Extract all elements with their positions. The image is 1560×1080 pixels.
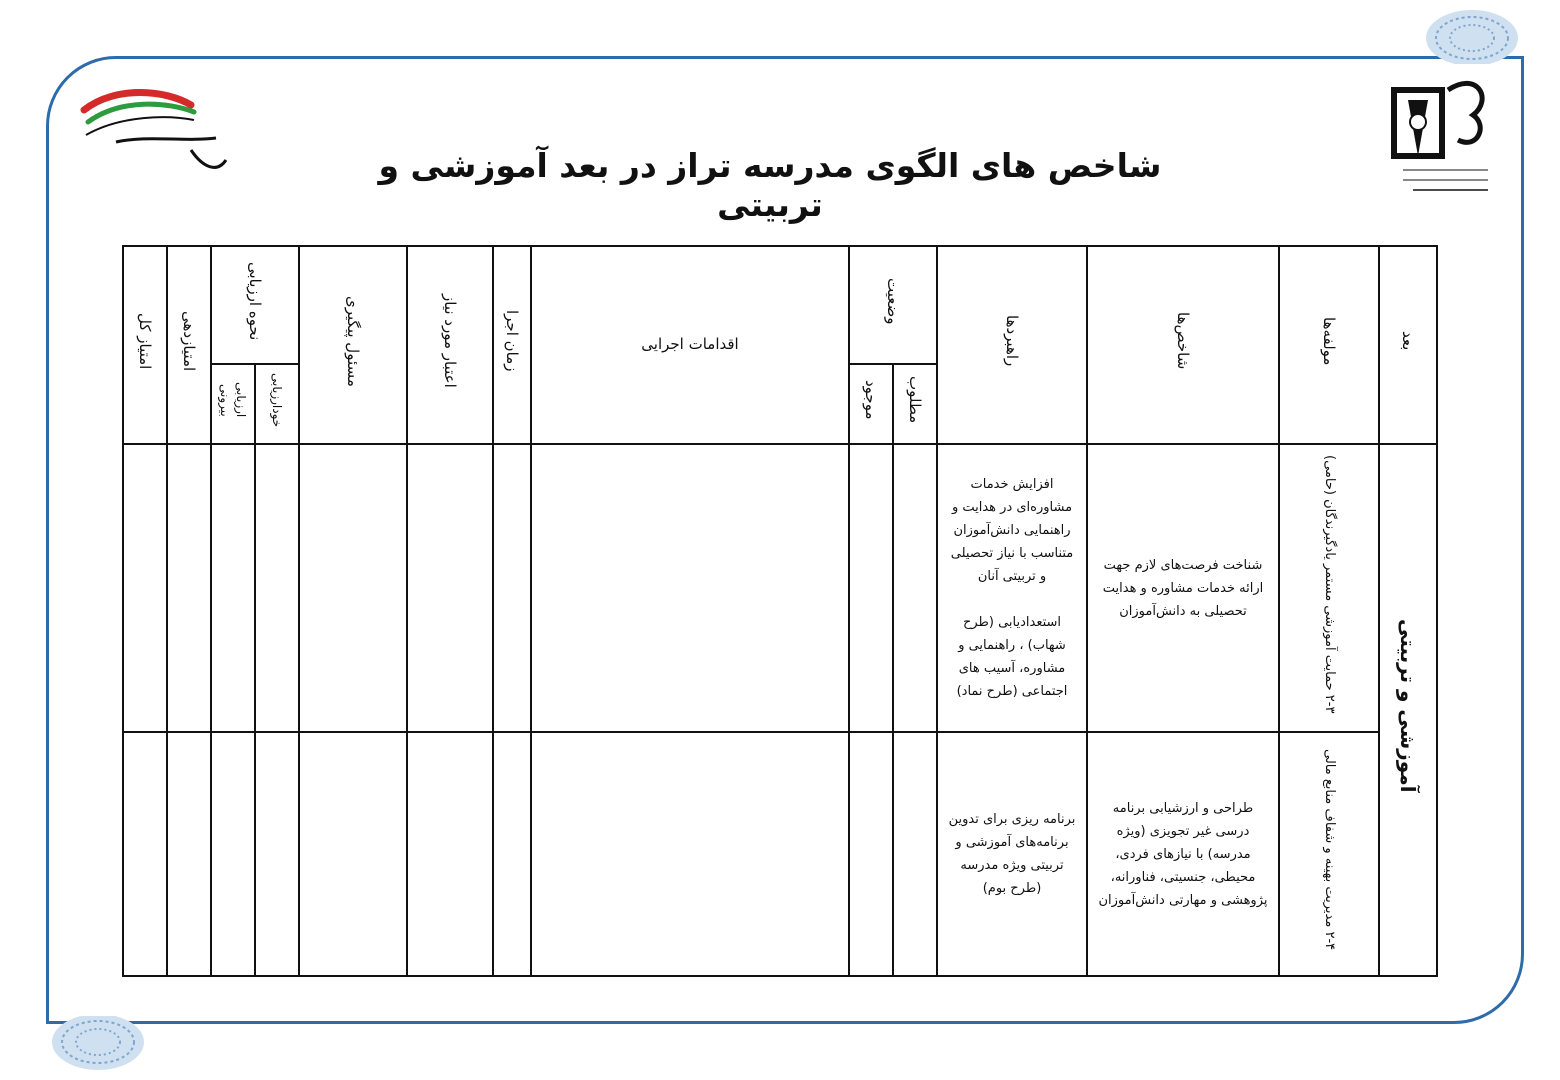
indicators-table bbox=[122, 245, 1438, 977]
component-cell: ۲-۳ حمایت آموزشی مستمر یادگیرندگان (حامی) bbox=[1279, 444, 1379, 732]
component-cell: ۲-۴ مدیریت بهینه و شفاف منابع مالی bbox=[1279, 732, 1379, 976]
ornament-bottom-left bbox=[50, 1016, 146, 1076]
time-cell[interactable] bbox=[493, 732, 531, 976]
budget-cell[interactable] bbox=[407, 732, 493, 976]
external-eval-cell[interactable] bbox=[211, 732, 255, 976]
dimension-cell: آموزشی و تربیتی bbox=[1379, 444, 1437, 976]
responsible-cell[interactable] bbox=[299, 444, 407, 732]
campaign-logo bbox=[76, 80, 236, 190]
strategy-cell: برنامه ریزی برای تدوین برنامه‌های آموزشی و تربیتی ویژه مدرسه (طرح بوم) bbox=[937, 732, 1087, 976]
status-desired-cell[interactable] bbox=[893, 444, 937, 732]
header-status: وضعیت bbox=[849, 246, 937, 364]
strategy-cell: افزایش خدمات مشاوره‌ای در هدایت و راهنمایی دانش‌آموزان متناسب با نیاز تحصیلی و تربیتی آنان استعدادیابی (طرح شهاب) ، راهنمایی و مشاوره، آسیب های اجتماعی (طرح نماد) bbox=[937, 444, 1087, 732]
budget-cell[interactable] bbox=[407, 444, 493, 732]
header-responsible: مسئول پیگیری bbox=[299, 246, 407, 444]
ministry-logo bbox=[1388, 70, 1498, 210]
header-evaluation: نحوه ارزیابی bbox=[211, 246, 299, 364]
table-row bbox=[123, 444, 1437, 732]
time-cell[interactable] bbox=[493, 444, 531, 732]
header-status-current: موجود bbox=[849, 364, 893, 444]
table-row bbox=[123, 732, 1437, 976]
header-total-score: امتیاز کل bbox=[123, 246, 167, 444]
status-desired-cell[interactable] bbox=[893, 732, 937, 976]
header-status-desired: مطلوب bbox=[893, 364, 937, 444]
header-dimension: بعد bbox=[1379, 246, 1437, 444]
total-score-cell[interactable] bbox=[123, 732, 167, 976]
actions-cell[interactable] bbox=[531, 444, 849, 732]
indicator-cell: شناخت فرصت‌های لازم جهت ارائه خدمات مشاوره و هدایت تحصیلی به دانش‌آموزان bbox=[1087, 444, 1279, 732]
header-external-eval: ارزیابی بیرونی bbox=[211, 364, 255, 444]
responsible-cell[interactable] bbox=[299, 732, 407, 976]
external-eval-cell[interactable] bbox=[211, 444, 255, 732]
self-eval-cell[interactable] bbox=[255, 444, 299, 732]
ornament-top-right bbox=[1424, 4, 1520, 64]
header-components: مولفه‌ها bbox=[1279, 246, 1379, 444]
header-score: امتیازدهی bbox=[167, 246, 211, 444]
actions-cell[interactable] bbox=[531, 732, 849, 976]
header-self-eval: خودارزیابی bbox=[255, 364, 299, 444]
status-current-cell[interactable] bbox=[849, 732, 893, 976]
status-current-cell[interactable] bbox=[849, 444, 893, 732]
header-time: زمان اجرا bbox=[493, 246, 531, 444]
header-actions: اقدامات اجرایی bbox=[531, 246, 849, 444]
page-title: شاخص های الگوی مدرسه تراز در بعد آموزشی و تربیتی bbox=[378, 146, 1162, 224]
header-strategies: راهبردها bbox=[937, 246, 1087, 444]
indicator-cell: طراحی و ارزشیابی برنامه درسی غیر تجویزی (ویژه مدرسه) با نیازهای فردی، محیطی، جنسیتی، فناورانه، پژوهشی و مهارتی دانش‌آموزان bbox=[1087, 732, 1279, 976]
score-cell[interactable] bbox=[167, 732, 211, 976]
header-indicators: شاخص‌ها bbox=[1087, 246, 1279, 444]
score-cell[interactable] bbox=[167, 444, 211, 732]
total-score-cell[interactable] bbox=[123, 444, 167, 732]
self-eval-cell[interactable] bbox=[255, 732, 299, 976]
header-budget: اعتبار مورد نیاز bbox=[407, 246, 493, 444]
